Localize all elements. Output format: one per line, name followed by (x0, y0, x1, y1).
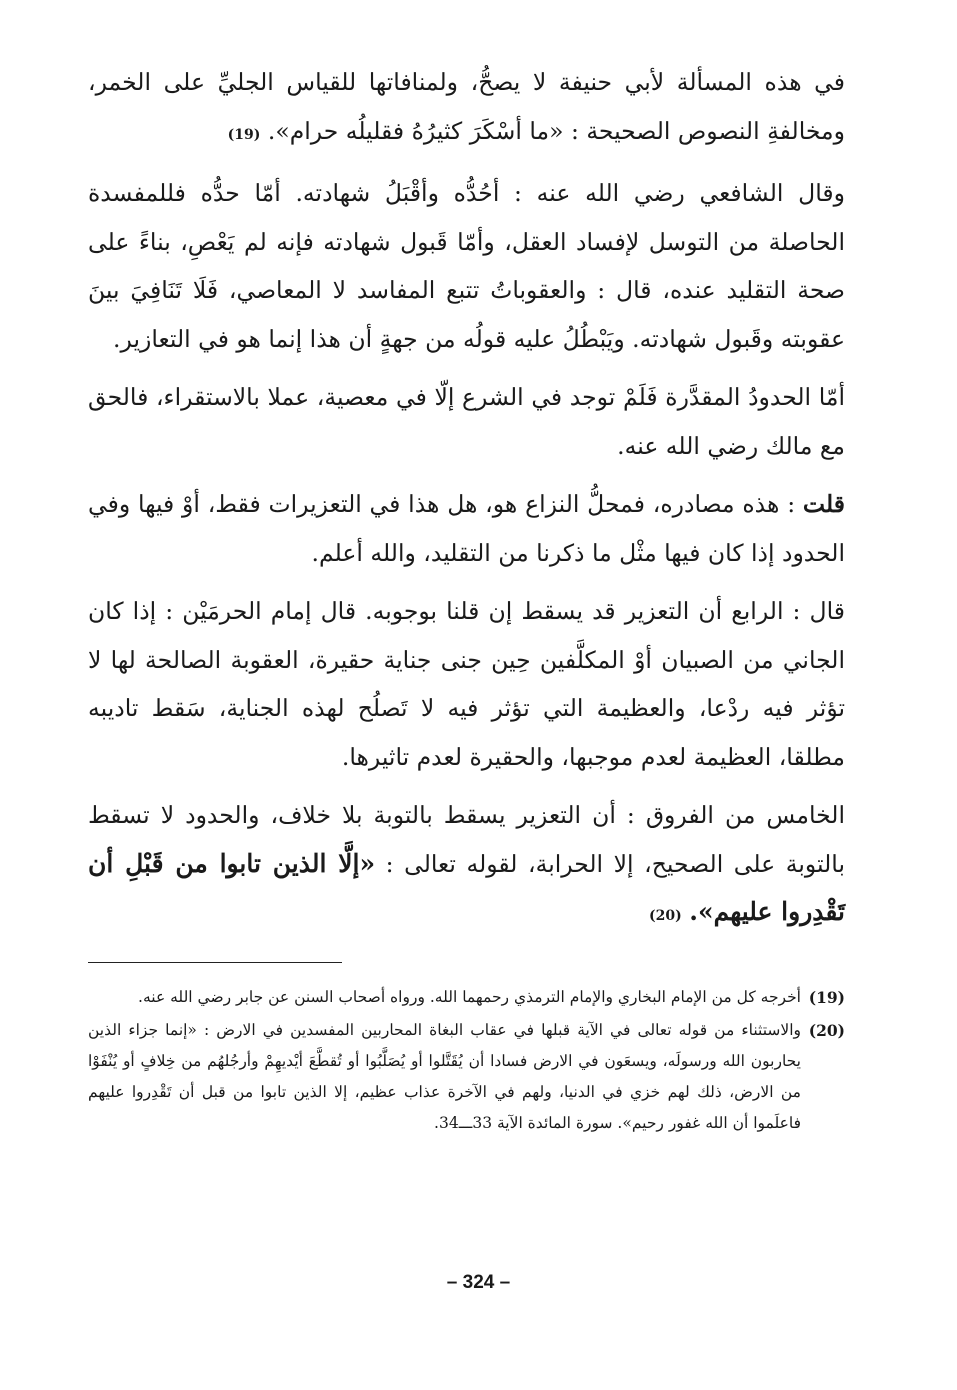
footnote-ref-19: (19) (227, 126, 261, 143)
paragraph-1-text: في هذه المسألة لأبي حنيفة لا يصحُّ، ولمنافاتها للقياس الجليِّ على الخمر، ومخالفةِ النصوص الصحيحة : «ما أسْكَرَ كثيرُهُ فقليلُه حرام». (88, 68, 845, 145)
footnote-20-number: (20) (808, 1021, 845, 1040)
paragraph-5 (88, 587, 845, 781)
footnote-20-text: والاستثناء من قوله تعالى في الآية قبلها في عقاب البغاة المحاربين المفسدين في الارض : «إنما جزاء الذين يحاربون الله ورسولَه، ويسعَون في الارض فسادا أن يُقَتَّلوا أو يُصَلَّبُوا أو تُقطَّعَ أيْديهِمْ وأرجُلهُم من خِلافٍ أو يُنْفَوْا من الارض، ذلك لهم خزي في الدنيا، ولهم في الآخرة عذاب عظيم، إلا الذين تابوا من قبل أن تَقْدِروا عليهم فاعلَموا أن الله غفور رحيم». سورة المائدة الآية 33ـــ34. (88, 1021, 801, 1132)
footnotes (88, 982, 845, 1141)
footnote-19-number: (19) (808, 988, 845, 1007)
footnote-ref-20: (20) (649, 908, 682, 924)
page-number: – 324 – (446, 1272, 511, 1293)
quran-quote: «إلَّا الذين تابوا من قَبْلِ أن تَقْدِروا عليهم». (88, 848, 845, 926)
footnote-19-text: أخرجه كل من الإمام البخاري والإمام الترمذي رحمهما الله. ورواه أصحاب السنن عن جابر رضي الله عنه. (138, 988, 801, 1006)
paragraph-3 (88, 373, 845, 470)
paragraph-2-text: وقال الشافعي رضي الله عنه : أحُدُّه وأقْبَلُ شهادته. أمّا حدُّه فللمفسدة الحاصلة من التوسل لإفساد العقل، وأمّا قَبول شهادته فإنه لم يَعْصِ، بناءً على صحة التقليد عنده، قال : والعقوباتُ تتبع المفاسد لا المعاصي، فَلَا تَنَافِيَ بينَ عقوبته وقَبول شهادته. ويَبْطُلُ عليه قولُه من جهةٍ أن هذا إنما هو في التعازير. (88, 179, 845, 353)
paragraph-4-text: : هذه مصادره، فمحلُّ النزاع هو، هل هذا في التعزيرات فقط، أوْ فيها وفي الحدود إذا كان فيها مثْل ما ذكرنا من التقليد، والله أعلم. (88, 490, 845, 567)
paragraph-5-text: قال : الرابع أن التعزير قد يسقط إن قلنا بوجوبه. قال إمام الحرمَيْن : إذا كان الجاني من الصبيان أوْ المكلَّفين حِين جنى جناية حقيرة، العقوبة الصالحة لها لا تؤثر فيه ردْعا، والعظيمة التي تؤثر فيه لا تَصلُح لهذه الجناية، سَقط تاديبه مطلقا، العظيمة لعدم موجبها، والحقيرة لعدم تاثيرها. (88, 597, 845, 771)
paragraph-4 (88, 480, 845, 577)
paragraph-2 (88, 169, 845, 363)
main-text (88, 58, 845, 951)
paragraph-6 (88, 791, 845, 941)
footnote-20 (88, 1015, 845, 1139)
paragraph-1 (88, 58, 845, 159)
footnote-separator (88, 962, 342, 963)
footnote-19 (88, 982, 845, 1013)
paragraph-3-text: أمّا الحدودُ المقدَّرة فَلَمْ توجد في الشرع إلّا في معصية، عملا بالاستقراء، فالحق مع مالك رضي الله عنه. (88, 383, 845, 460)
paragraph-6-text: الخامس من الفروق : أن التعزير يسقط بالتوبة بلا خلاف، والحدود لا تسقط بالتوبة على الصحيح، إلا الحرابة، لقوله تعالى : (88, 801, 845, 878)
paragraph-4-lead: قلت (802, 490, 845, 518)
